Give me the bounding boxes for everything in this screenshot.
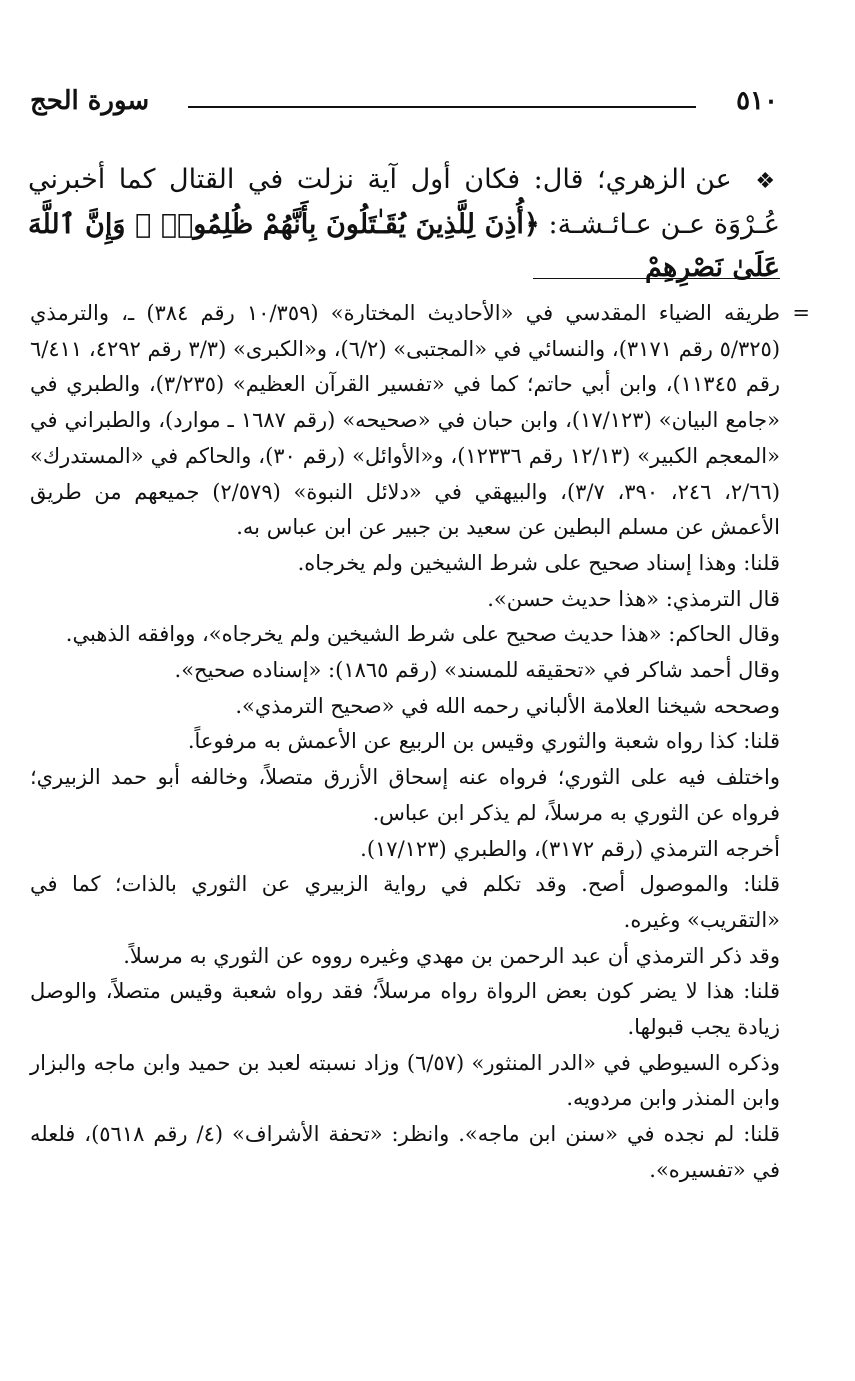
surah-title: سورة الحج: [30, 86, 150, 116]
intro-text: عن الزهري؛ قال: فكان أول آية نزلت في القتال كما أخبرني عُـرْوَة عـن عـائـشـة:: [28, 164, 780, 240]
continuation-marker: =: [792, 301, 810, 325]
footnote-paragraph: قال الترمذي: «هذا حديث حسن».: [487, 586, 780, 611]
footnote-paragraph: قلنا: كذا رواه شعبة والثوري وقيس بن الربيع عن الأعمش به مرفوعاً.: [187, 729, 780, 754]
footnotes: [30, 296, 810, 1189]
main-text: [28, 158, 780, 289]
footnote-paragraph: قلنا: وهذا إسناد صحيح على شرط الشيخين ولم يخرجاه.: [297, 550, 780, 575]
footnote-paragraph: [30, 296, 810, 546]
footnote-paragraph: أخرجه الترمذي (رقم ٣١٧٢)، والطبري (١٧/١٢٣).: [360, 836, 780, 861]
footnote-paragraph: وقال الحاكم: «هذا حديث صحيح على شرط الشيخين ولم يخرجاه»، ووافقه الذهبي.: [65, 622, 780, 647]
header-rule: [188, 106, 696, 108]
footnote-text: طريقه الضياء المقدسي في «الأحاديث المختارة» (١٠/٣٥٩ رقم ٣٨٤) ـ، والترمذي (٥/٣٢٥ رقم ٣١٧١)، والنسائي في «المجتبى» (٦/٢)، و«الكبرى» (٣/٣ رقم ٤٢٩٢، ٦/٤١١ رقم ١١٣٤٥)، وابن أبي حاتم؛ كما في «تفسير القرآن العظيم» (٣/٢٣٥)، والطبري في «جامع البيان» (١٧/١٢٣)، وابن حبان في «صحيحه» (رقم ١٦٨٧ ـ موارد)، والطبراني في «المعجم الكبير» (١٢/١٣ رقم ١٢٣٣٦)، و«الأوائل» (رقم ٣٠)، والحاكم في «المستدرك» (٢/٦٦، ٢٤٦، ٣٩٠، ٣/٧)، والبيهقي في «دلائل النبوة» (٢/٥٧٩) جميعهم من طريق الأعمش عن مسلم البطين عن سعيد بن جبير عن ابن عباس به.: [30, 301, 781, 540]
page-header: [30, 84, 778, 126]
page-number: ٥١٠: [736, 86, 778, 116]
footnote-paragraph: واختلف فيه على الثوري؛ فرواه عنه إسحاق الأزرق متصلاً، وخالفه أبو حمد الزبيري؛ فرواه عن الثوري به مرسلاً، لم يذكر ابن عباس.: [30, 765, 780, 825]
footnote-paragraph: قلنا: والموصول أصح. وقد تكلم في رواية الزبيري عن الثوري بالذات؛ كما في «التقريب» وغيره.: [30, 872, 780, 932]
footnote-paragraph: قلنا: لم نجده في «سنن ابن ماجه». وانظر: «تحفة الأشراف» (٤/ رقم ٥٦١٨)، فلعله في «تفسيره».: [30, 1122, 780, 1182]
footnote-separator: [533, 278, 780, 279]
footnote-paragraph: قلنا: هذا لا يضر كون بعض الرواة رواه مرسلاً؛ فقد رواه شعبة وقيس متصلاً، والوصل زيادة يجب قبولها.: [30, 979, 780, 1040]
footnote-paragraph: وذكره السيوطي في «الدر المنثور» (٦/٥٧) وزاد نسبته لعبد بن حميد وابن ماجه والبزار وابن المنذر وابن مردويه.: [30, 1050, 780, 1111]
diamond-bullet-icon: ❖: [755, 169, 780, 194]
footnote-paragraph: وقال أحمد شاكر في «تحقيقه للمسند» (رقم ١٨٦٥): «إسناده صحيح».: [174, 658, 780, 683]
footnote-paragraph: وقد ذكر الترمذي أن عبد الرحمن بن مهدي وغيره رووه عن الثوري به مرسلاً.: [123, 943, 780, 968]
quran-verse: ﴿أُذِنَ لِلَّذِينَ يُقَـٰتَلُونَ بِأَنَّهُمْ ظُلِمُوا۟ ۚ وَإِنَّ ٱللَّهَ عَلَىٰ نَصْرِهِمْ: [28, 209, 780, 283]
footnote-paragraph: وصححه شيخنا العلامة الألباني رحمه الله في «صحيح الترمذي».: [235, 693, 780, 718]
